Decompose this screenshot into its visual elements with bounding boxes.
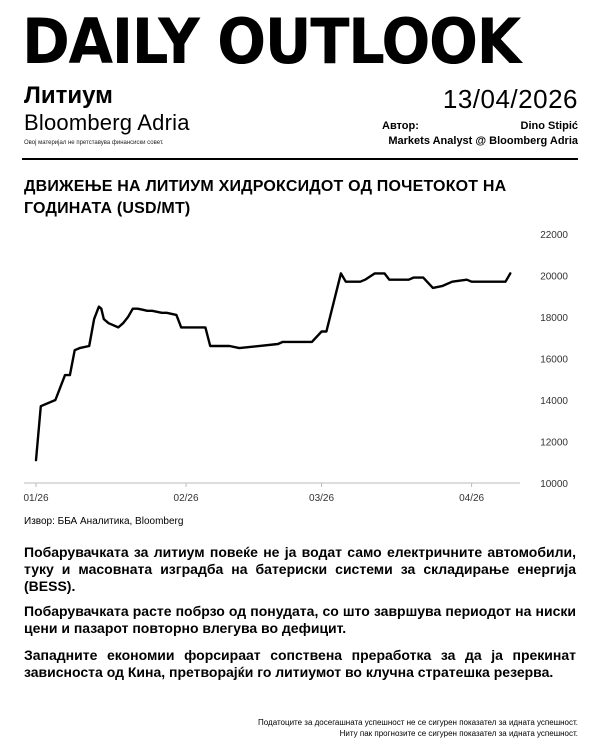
x-tick-label: 03/26 (309, 493, 335, 504)
price-chart (0, 220, 600, 515)
y-tick-label: 10000 (540, 479, 568, 490)
x-tick-label: 01/26 (23, 493, 49, 504)
footer-disclaimer-2: Ниту пак прогнозите се сигурен показател за идната успешност. (339, 729, 578, 738)
paragraph-demand-drivers: Побарувачката за литиум повеќе не ја водат само електричните автомобили, туку и масовната изградба на батериски системи за складирање енергија (BESS). (24, 544, 576, 594)
report-date: 13/04/2026 (442, 84, 578, 114)
top-disclaimer: Овој материјал не претставува финансиски совет. (24, 140, 164, 146)
y-tick-label: 12000 (540, 437, 568, 449)
y-tick-label: 20000 (540, 271, 568, 283)
x-tick-label: 02/26 (173, 493, 199, 504)
footer-disclaimer-1: Податоците за досегашната успешност не се сигурен показател за идната успешност. (258, 718, 578, 727)
paragraph-supply-deficit: Побарувачката расте побрзо од понудата, со што завршува периодот на ниски цени и пазарот повторно влегува во дефицит. (24, 603, 576, 636)
chart-title: ДВИЖЕЊЕ НА ЛИТИУМ ХИДРОКСИДОТ ОД ПОЧЕТОКОТ НА ГОДИНАТА (USD/MT) (24, 178, 507, 217)
header-divider (22, 158, 578, 160)
brand-logo: Bloomberg Adria (24, 110, 190, 135)
y-tick-label: 14000 (540, 396, 568, 407)
chart-source: Извор: ББА Аналитика, Bloomberg (24, 516, 184, 527)
paragraph-strategic-reserve: Западните економии форсираат сопствена преработка за да ја прекинат зависноста од Кина, претворајќи го литиумот во клучна стратешка резерва. (24, 647, 576, 680)
y-tick-label: 16000 (540, 354, 568, 366)
author-label: Автор: (382, 120, 419, 132)
author-role: Markets Analyst @ Bloomberg Adria (388, 135, 578, 147)
y-tick-label: 18000 (540, 313, 568, 324)
page-headline: DAILY OUTLOOK (22, 5, 520, 78)
x-tick-label: 04/26 (459, 493, 485, 504)
y-tick-label: 22000 (540, 230, 568, 241)
series-line-lithium-hydroxide (36, 273, 510, 460)
report-subject: Литиум (24, 82, 113, 109)
author-name: Dino Stipić (520, 120, 578, 132)
